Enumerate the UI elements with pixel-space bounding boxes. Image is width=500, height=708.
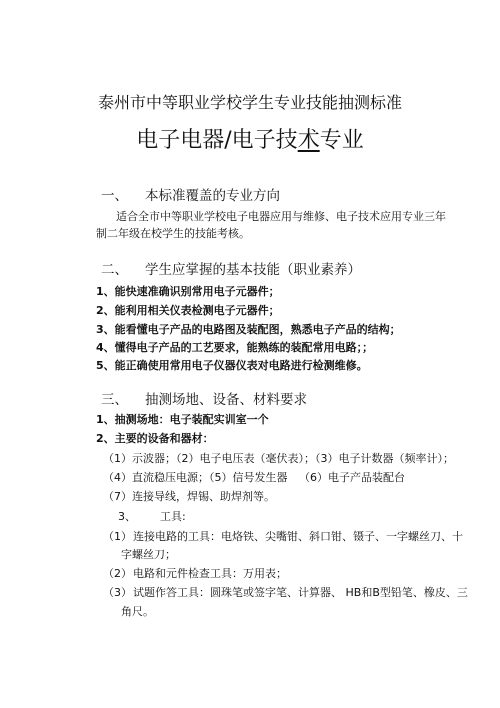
tool1-line2: 字螺丝刀； — [121, 548, 176, 561]
section3-item1: 1、抽测场地：电子装配实训室一个 — [96, 413, 269, 426]
section3-heading — [101, 388, 307, 408]
equipment-line2b: （6）电子产品装配台 — [299, 471, 405, 484]
subtitle-part-b: 术 — [297, 128, 320, 153]
section2-heading — [101, 258, 361, 278]
section2-item: 1、能快速准确识别常用电子元器件； — [96, 285, 280, 298]
section2-item: 3、能看懂电子产品的电路图及装配图，熟悉电子产品的结构； — [96, 323, 401, 336]
section3-number: 三、 — [101, 392, 128, 408]
subtitle-part-a: 电子电器/电子技 — [136, 128, 298, 153]
section1-paragraph-line1: 适合全市中等职业学校电子电器应用与维修、电子技术应用专业三年 — [116, 210, 446, 223]
tool1-number: （1） — [103, 530, 132, 543]
section3-heading-text: 抽测场地、设备、材料要求 — [145, 392, 307, 408]
section1-heading-text: 本标准覆盖的专业方向 — [145, 188, 280, 204]
section2-item: 2、能利用相关仪表检测电子元器件； — [96, 304, 280, 317]
tool2-line1: 电路和元件检查工具：万用表； — [133, 567, 287, 580]
tool3-line1: 试题作答工具：圆珠笔或签字笔、计算器、 HB和B型铅笔、橡皮、三 — [133, 586, 468, 599]
tool3-number: （3） — [103, 586, 132, 599]
subtitle-part-c: 专业 — [319, 128, 364, 153]
section2-heading-text: 学生应掌握的基本技能（职业素养） — [145, 262, 361, 278]
section1-number: 一、 — [101, 188, 128, 204]
document-title: 泰州市中等职业学校学生专业技能抽测标准 — [97, 93, 402, 112]
section1-paragraph-line2: 制二年级在校学生的技能考核。 — [96, 227, 250, 240]
section2-number: 二、 — [101, 262, 128, 278]
equipment-line3: （7）连接导线，焊锡、助焊剂等。 — [103, 490, 275, 503]
section1-heading — [101, 184, 280, 204]
equipment-line1: （1）示波器；（2）电子电压表（毫伏表）；（3）电子计数器（频率计）； — [103, 452, 454, 465]
tool2-number: （2） — [103, 567, 132, 580]
equipment-line2a: （4）直流稳压电源；（5）信号发生器 — [103, 471, 288, 484]
section3-item2: 2、主要的设备和器材： — [96, 432, 214, 445]
section2-item: 4、懂得电子产品的工艺要求，能熟练的装配常用电路；； — [96, 341, 374, 354]
section2-item: 5、能正确使用常用电子仪器仪表对电路进行检测维修。 — [96, 359, 368, 372]
document-subtitle — [0, 123, 500, 154]
section3-item3-number: 3、 — [118, 510, 136, 523]
section3-item3-label: 工具: — [160, 510, 186, 523]
tool1-line1: 连接电路的工具：电烙铁、尖嘴钳、斜口钳、镊子、一字螺丝刀、十 — [133, 530, 463, 543]
tool3-line2: 角尺。 — [121, 605, 154, 618]
